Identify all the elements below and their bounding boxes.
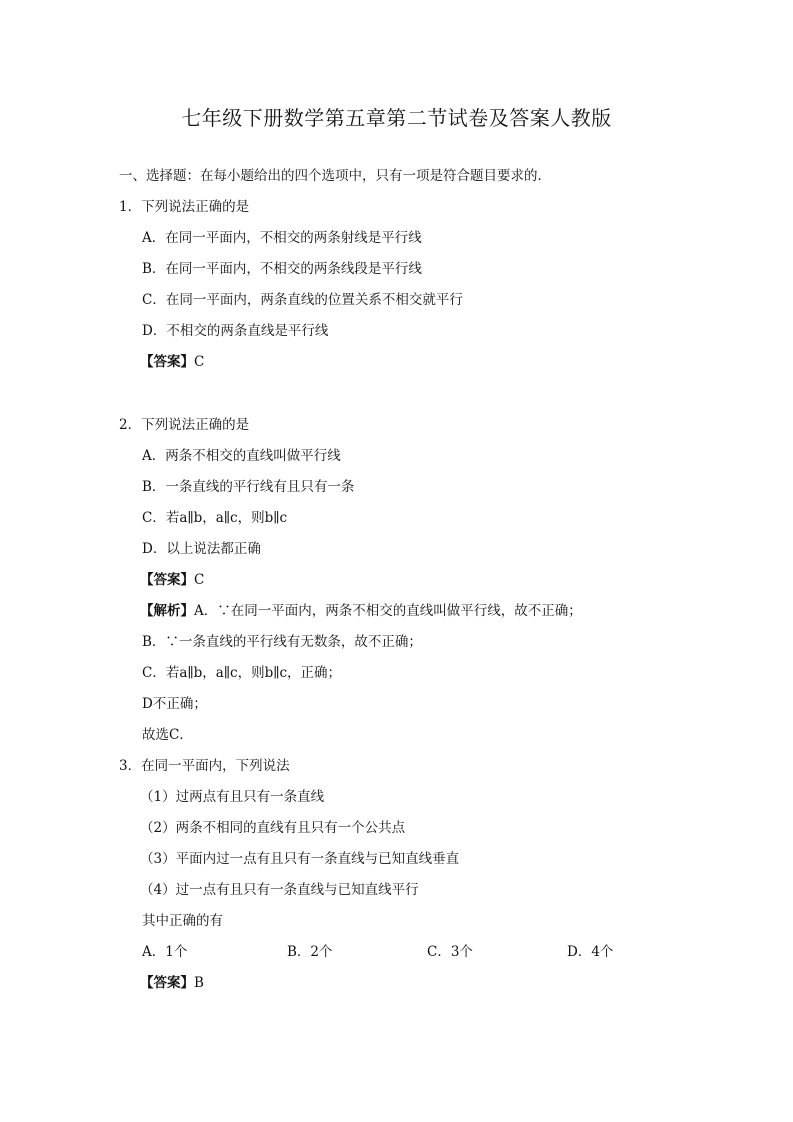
- question-3-option-c: C．3个: [427, 944, 473, 960]
- answer-tag: 【答案】: [140, 572, 194, 588]
- answer-tag: 【答案】: [140, 354, 194, 370]
- question-3-option-d: D．4个: [567, 944, 614, 960]
- analysis-line-4: D不正确；: [142, 696, 207, 712]
- analysis-line-3: C．若a∥b，a∥c，则b∥c，正确；: [142, 665, 342, 681]
- analysis-line-5: 故选C．: [142, 727, 193, 743]
- analysis-line-2: B．∵一条直线的平行线有无数条，故不正确；: [142, 634, 422, 650]
- question-1-option-a: A．在同一平面内，不相交的两条射线是平行线: [142, 230, 422, 246]
- answer-value: C: [194, 572, 205, 588]
- answer-tag: 【答案】: [140, 975, 194, 991]
- section-heading: 一、选择题：在每小题给出的四个选项中，只有一项是符合题目要求的．: [119, 168, 551, 184]
- question-3-prompt: 其中正确的有: [142, 913, 223, 929]
- question-2-option-d: D．以上说法都正确: [142, 541, 261, 557]
- question-3-statement-4: （4）过一点有且只有一条直线与已知直线平行: [140, 882, 419, 898]
- question-3-option-b: B．2个: [287, 944, 333, 960]
- question-2-stem: 2．下列说法正确的是: [119, 417, 250, 433]
- question-2-option-a: A．两条不相交的直线叫做平行线: [142, 448, 341, 464]
- question-3-statement-2: （2）两条不相同的直线有且只有一个公共点: [140, 820, 406, 836]
- answer-value: B: [194, 975, 204, 991]
- question-3-stem: 3．在同一平面内，下列说法: [119, 758, 290, 774]
- answer-value: C: [194, 354, 205, 370]
- analysis-tag: 【解析】: [140, 603, 194, 619]
- page-title: 七年级下册数学第五章第二节试卷及答案人教版: [181, 106, 612, 130]
- question-2-analysis: [140, 602, 582, 620]
- question-3-statement-3: （3）平面内过一点有且只有一条直线与已知直线垂直: [140, 851, 460, 867]
- question-1-option-d: D．不相交的两条直线是平行线: [142, 323, 329, 339]
- question-1-option-c: C．在同一平面内，两条直线的位置关系不相交就平行: [142, 292, 463, 308]
- question-3-option-a: A．1个: [142, 944, 188, 960]
- question-3-statement-1: （1）过两点有且只有一条直线: [140, 789, 325, 805]
- question-1-stem: 1．下列说法正确的是: [119, 199, 250, 215]
- question-2-option-c: C．若a∥b，a∥c，则b∥c: [142, 510, 288, 526]
- question-2-answer: [140, 571, 204, 589]
- question-1-option-b: B．在同一平面内，不相交的两条线段是平行线: [142, 261, 422, 277]
- analysis-line-1: A．∵在同一平面内，两条不相交的直线叫做平行线，故不正确；: [194, 603, 582, 619]
- question-1-answer: [140, 353, 204, 371]
- question-2-option-b: B．一条直线的平行线有且只有一条: [142, 479, 355, 495]
- question-3-answer: [140, 974, 204, 992]
